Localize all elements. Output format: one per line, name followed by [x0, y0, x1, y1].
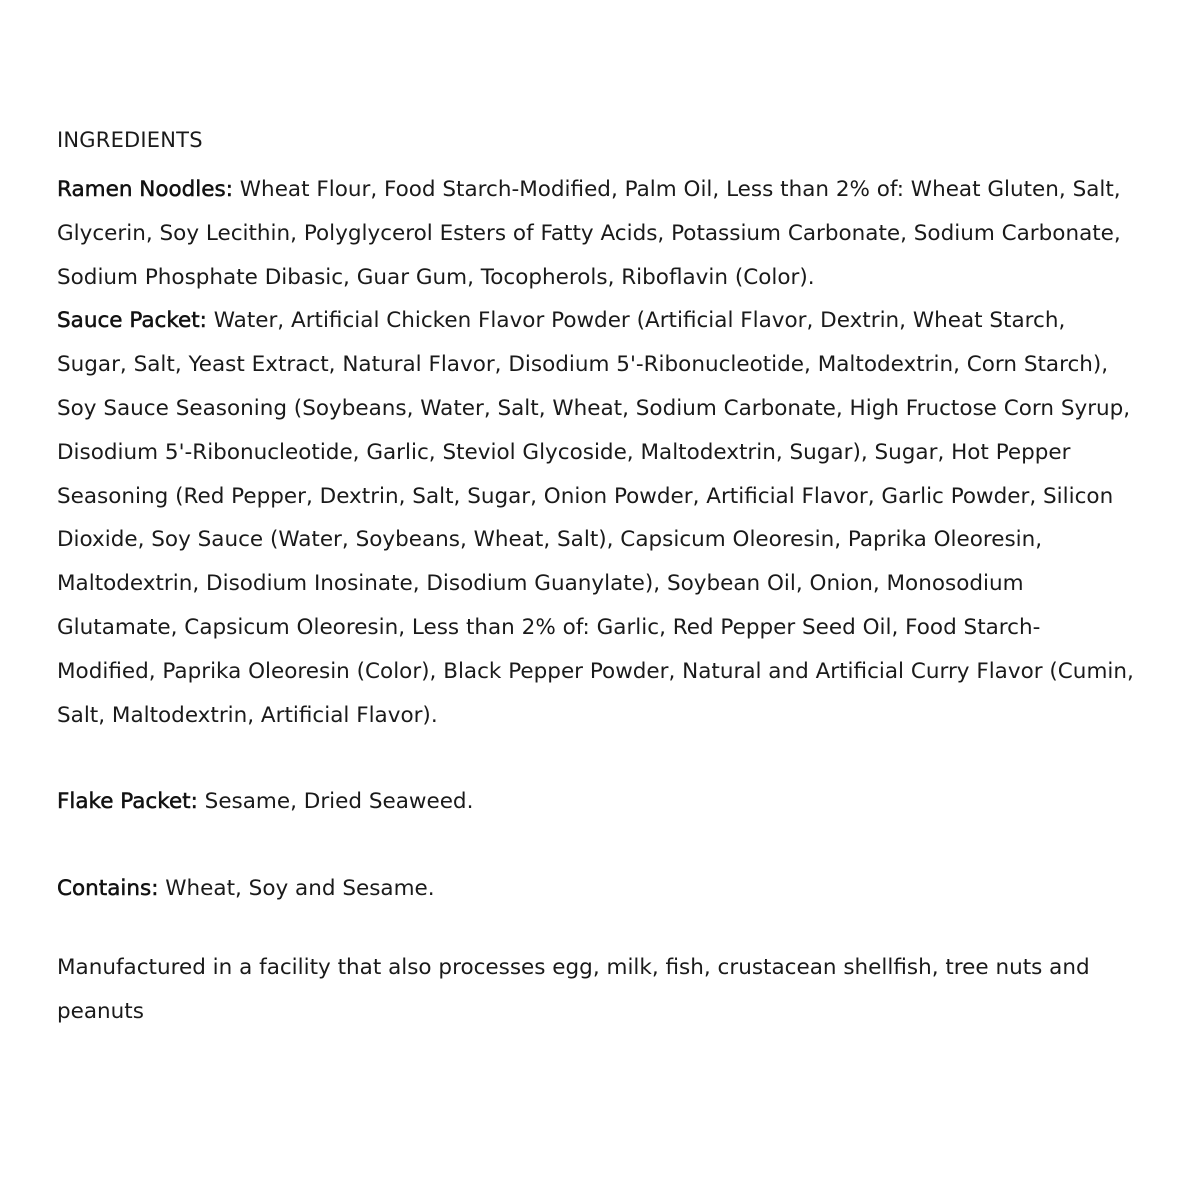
sauce-packet-label: Sauce Packet: — [57, 308, 207, 334]
contains-text: Wheat, Soy and Sesame. — [158, 876, 435, 902]
ramen-noodles-paragraph — [57, 168, 1137, 299]
spacer — [57, 824, 1137, 867]
flake-packet-text: Sesame, Dried Seaweed. — [197, 789, 474, 815]
sauce-packet-text: Water, Artificial Chicken Flavor Powder (Artificial Flavor, Dextrin, Wheat Starch, Sugar, Salt, Yeast Extract, Natural Flavor, Disodium 5'-Ribonucleotide, Maltodextrin, Corn Starch), Soy Sauce Seasoning (Soybeans, Water, Salt, Wheat, Sodium Carbonate, High Fructose Corn Syrup, Disodium 5'-Ribonucleotide, Garlic, Steviol Glycoside, Maltodextrin, Sugar), Sugar, Hot Pepper Seasoning (Red Pepper, Dextrin, Salt, Sugar, Onion Powder, Artificial Flavor, Garlic Powder, Silicon Dioxide, Soy Sauce (Water, Soybeans, Wheat, Salt), Capsicum Oleoresin, Paprika Oleoresin, Maltodextrin, Disodium Inosinate, Disodium Guanylate), Soybean Oil, Onion, Monosodium Glutamate, Capsicum Oleoresin, Less than 2% of: Garlic, Red Pepper Seed Oil, Food Starch-Modified, Paprika Oleoresin (Color), Black Pepper Powder, Natural and Artificial Curry Flavor (Cumin, Salt, Maltodextrin, Artificial Flavor). — [57, 308, 1134, 728]
ramen-noodles-label: Ramen Noodles: — [57, 177, 233, 202]
spacer — [57, 737, 1137, 780]
facility-note: Manufactured in a facility that also processes egg, milk, fish, crustacean shellfish, tree nuts and peanuts — [57, 954, 1090, 1024]
spacer — [57, 911, 1137, 946]
flake-packet-label: Flake Packet: — [57, 789, 198, 815]
ingredients-heading: INGREDIENTS — [57, 128, 203, 152]
flake-packet-paragraph — [57, 780, 1137, 824]
ramen-noodles-text: Wheat Flour, Food Starch-Modified, Palm Oil, Less than 2% of: Wheat Gluten, Salt, Glycerin, Soy Lecithin, Polyglycerol Esters of Fatty Acids, Potassium Carbonate, Sodium Carbonate, Sodium Phosphate Dibasic, Guar Gum, Tocopherols, Riboflavin (Color). — [57, 177, 1121, 290]
contains-label: Contains: — [57, 876, 159, 902]
contains-paragraph — [57, 867, 1137, 911]
sauce-packet-paragraph — [57, 299, 1137, 737]
ingredients-document — [57, 124, 1137, 1034]
